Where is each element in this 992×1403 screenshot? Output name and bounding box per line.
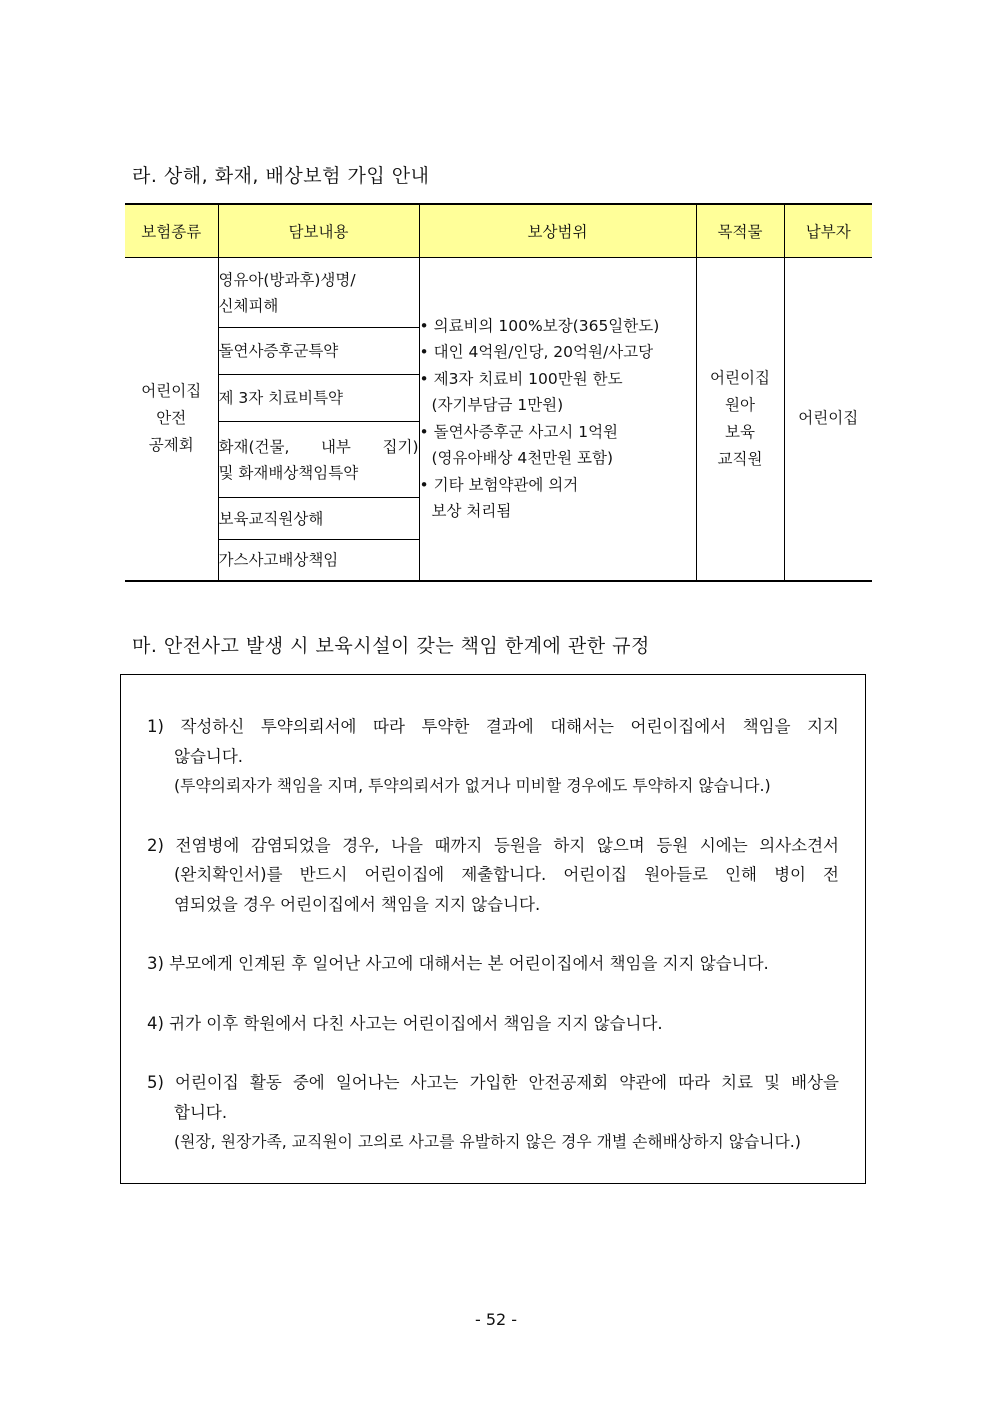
coverage-cell: 제 3자 치료비특약: [218, 375, 419, 422]
range-item-continued: (자기부담금 1만원): [431, 396, 564, 415]
rule-text-continued: 염되었을 경우 어린이집에서 책임을 지지 않습니다.: [174, 894, 541, 914]
target-line: 원아: [725, 395, 755, 414]
range-item: • 대인 4억원/인당, 20억원/사고당: [419, 343, 654, 362]
header-compensation-range: 보상범위: [419, 204, 696, 258]
coverage-cell: [218, 258, 419, 328]
rule-text: 2) 전염병에 감염되었을 경우, 나을 때까지 등원을 하지 않으며 등원 시에는 의사소견서: [147, 835, 839, 855]
coverage-line: 신체피해: [218, 296, 279, 315]
rule-text: 4) 귀가 이후 학원에서 다친 사고는 어린이집에서 책임을 지지 않습니다.: [147, 1013, 663, 1033]
header-coverage: 담보내용: [218, 204, 419, 258]
table-header-row: [125, 204, 872, 258]
section-title-insurance: 라. 상해, 화재, 배상보험 가입 안내: [132, 165, 430, 187]
type-line: 공제회: [148, 436, 194, 455]
type-line: 어린이집: [141, 382, 202, 401]
header-insurance-type: 보험종류: [125, 204, 218, 258]
rule-text-continued: (완치확인서)를 반드시 어린이집에 제출합니다. 어린이집 원아들로 인해 병이 전: [174, 865, 839, 884]
rule-item-3: [147, 949, 839, 979]
coverage-line: 화재(건물, 내부 집기): [218, 437, 419, 456]
target-line: 보육: [725, 422, 755, 441]
rule-note: (원장, 원장가족, 교직원이 고의로 사고를 유발하지 않은 경우 개별 손해배상하지 않습니다.): [174, 1132, 801, 1151]
rule-text-continued: 합니다.: [174, 1102, 228, 1122]
range-item-continued: 보상 처리됨: [431, 502, 512, 521]
compensation-range-cell: [419, 258, 696, 581]
payer-cell: 어린이집: [784, 258, 872, 581]
target-line: 교직원: [717, 449, 763, 468]
range-item: • 돌연사증후군 사고시 1억원: [419, 422, 619, 441]
coverage-line: 및 화재배상책임특약: [218, 463, 359, 482]
page-number: - 52 -: [474, 1310, 518, 1329]
coverage-line: 영유아(방과후)생명/: [218, 270, 356, 289]
rule-item-4: [147, 1009, 839, 1039]
header-target: 목적물: [696, 204, 784, 258]
rule-item-2: [147, 831, 839, 920]
rule-note: (투약의뢰자가 책임을 지며, 투약의뢰서가 없거나 미비할 경우에도 투약하지 않습니다.): [174, 776, 771, 795]
insurance-table: [125, 203, 872, 582]
rule-item-5: [147, 1068, 839, 1157]
range-item-continued: (영유아배상 4천만원 포함): [431, 449, 614, 468]
coverage-cell: 돌연사증후군특약: [218, 328, 419, 375]
section-title-liability: 마. 안전사고 발생 시 보육시설이 갖는 책임 한계에 관한 규정: [132, 635, 650, 657]
range-item: • 제3자 치료비 100만원 한도: [419, 369, 623, 388]
liability-rules-box: [120, 674, 866, 1184]
rule-text: 3) 부모에게 인계된 후 일어난 사고에 대해서는 본 어린이집에서 책임을 지지 않습니다.: [147, 954, 769, 973]
type-line: 안전: [156, 409, 187, 428]
rule-text-continued: 않습니다.: [174, 746, 244, 766]
range-item: • 의료비의 100%보장(365일한도): [419, 316, 660, 335]
coverage-cell: 가스사고배상책임: [218, 540, 419, 581]
target-line: 어린이집: [710, 368, 770, 387]
coverage-cell: 보육교직원상해: [218, 498, 419, 540]
rule-text: 1) 작성하신 투약의뢰서에 따라 투약한 결과에 대해서는 어린이집에서 책임을 지지: [147, 717, 839, 736]
target-cell: [696, 258, 784, 581]
header-payer: 납부자: [784, 204, 872, 258]
rule-item-1: [147, 712, 839, 801]
table-row: [125, 258, 872, 328]
range-item: • 기타 보험약관에 의거: [419, 475, 579, 494]
insurance-type-cell: [125, 258, 218, 581]
coverage-cell: [218, 422, 419, 498]
rule-text: 5) 어린이집 활동 중에 일어나는 사고는 가입한 안전공제회 약관에 따라 치료 및 배상을: [147, 1073, 839, 1092]
